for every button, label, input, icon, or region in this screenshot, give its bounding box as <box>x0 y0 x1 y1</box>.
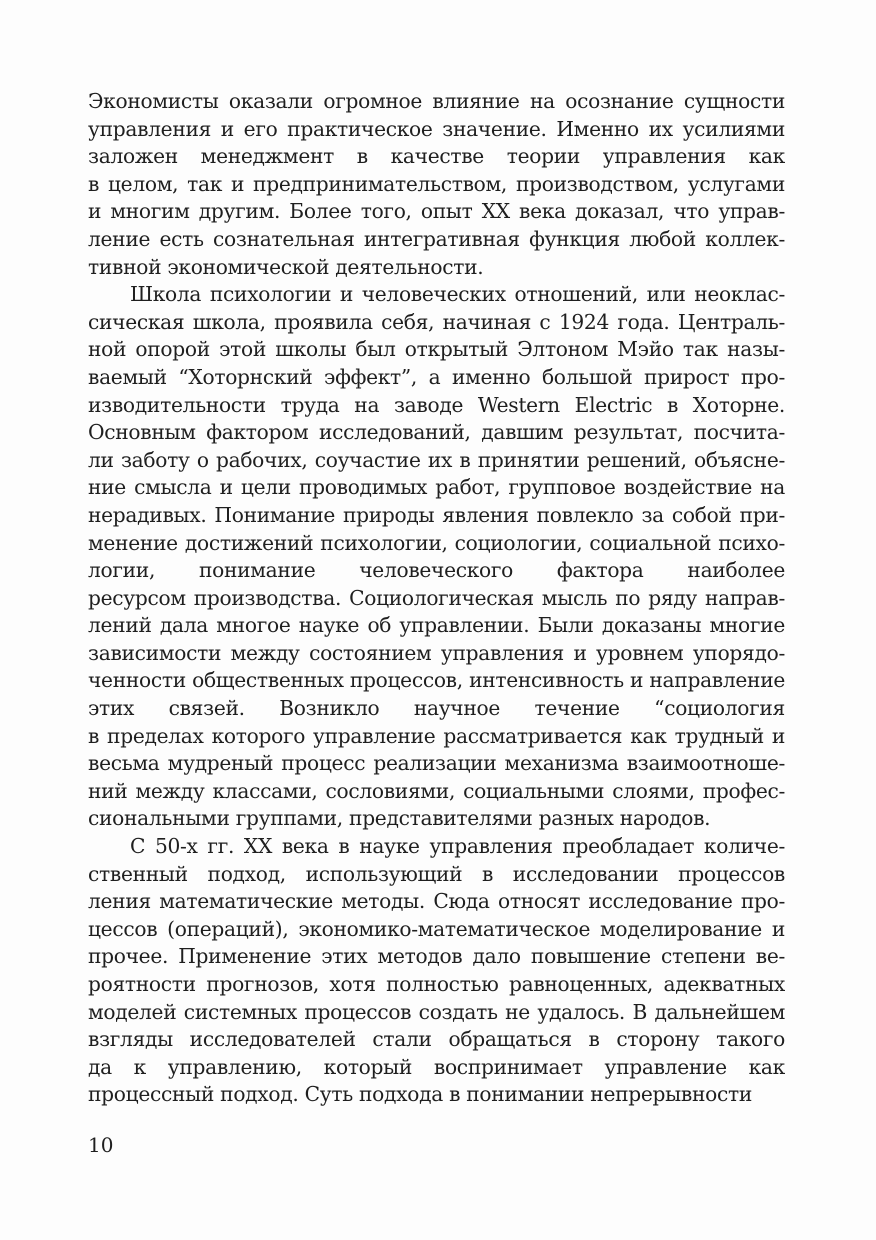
text-line: Основным фактором исследований, давшим результат, посчита- <box>88 420 785 445</box>
text-line: ления математические методы. Сюда относят исследование про- <box>88 889 785 914</box>
text-line: ваемый “Хоторнский эффект”, а именно большой прирост про- <box>88 364 785 389</box>
text-line: С 50-х гг. XX века в науке управления преобладает количе- <box>130 834 785 859</box>
text-line: тивной экономической деятельности. <box>88 254 484 279</box>
text-line: в целом, так и предпринимательством, производством, услугами <box>88 171 785 196</box>
text-line: да к управлению, который воспринимает управление как <box>88 1054 785 1079</box>
text-line: нерадивых. Понимание природы явления повлекло за собой при- <box>88 502 785 527</box>
text-line: ний между классами, сословиями, социальными слоями, профес- <box>88 778 785 803</box>
text-line: ние смысла и цели проводимых работ, групповое воздействие на <box>88 475 785 500</box>
text-line: лений дала многое науке об управлении. Были доказаны многие <box>88 613 785 638</box>
text-line: изводительности труда на заводе Western Electric в Хоторне. <box>88 392 785 417</box>
paragraph <box>88 833 785 1109</box>
text-line: менение достижений психологии, социологии, социальной психо- <box>88 530 785 555</box>
text-line: ственный подход, использующий в исследовании процессов <box>88 861 785 886</box>
text-line: в пределах которого управление рассматривается как трудный и <box>88 723 785 748</box>
text-line: ли заботу о рабочих, соучастие их в принятии решений, объясне- <box>88 447 785 472</box>
body-text <box>88 88 785 1109</box>
text-line: моделей системных процессов создать не удалось. В дальнейшем <box>88 999 785 1024</box>
paragraph <box>88 88 785 281</box>
text-line: роятности прогнозов, хотя полностью равноценных, адекватных <box>88 972 785 996</box>
text-line: весьма мудреный процесс реализации механизма взаимоотноше- <box>88 751 785 776</box>
text-line: цессов (операций), экономико-математическое моделирование и <box>88 916 785 941</box>
text-line: сиональными группами, представителями разных народов. <box>88 806 711 831</box>
text-line: ресурсом производства. Социологическая мысль по ряду направ- <box>88 585 785 610</box>
text-line: логии, понимание человеческого фактора наиболее <box>88 558 785 583</box>
text-line: Школа психологии и человеческих отношений, или неоклас- <box>130 282 785 307</box>
text-line: этих связей. Возникло научное течение “социология <box>88 696 785 721</box>
paragraph <box>88 281 785 833</box>
text-line: сическая школа, проявила себя, начиная с 1924 года. Централь- <box>88 309 785 334</box>
text-line: управления и его практическое значение. Именно их усилиями <box>88 116 785 141</box>
text-line: процессный подход. Суть подхода в понимании непрерывности <box>88 1082 753 1107</box>
text-line: прочее. Применение этих методов дало повышение степени ве- <box>88 944 785 969</box>
text-line: ление есть сознательная интегративная функция любой коллек- <box>88 226 785 251</box>
page-number: 10 <box>88 1133 114 1157</box>
text-line: и многим другим. Более того, опыт XX века доказал, что управ- <box>88 199 785 224</box>
text-line: заложен менеджмент в качестве теории управления как <box>88 144 785 169</box>
text-line: ной опорой этой школы был открытый Элтоном Мэйо так назы- <box>88 337 785 362</box>
text-line: зависимости между состоянием управления и уровнем упорядо- <box>88 640 785 665</box>
text-line: ченности общественных процессов, интенсивность и направление <box>88 668 785 693</box>
text-line: Экономисты оказали огромное влияние на осознание сущности <box>88 89 785 113</box>
text-line: взгляды исследователей стали обращаться в сторону такого <box>88 1027 785 1052</box>
